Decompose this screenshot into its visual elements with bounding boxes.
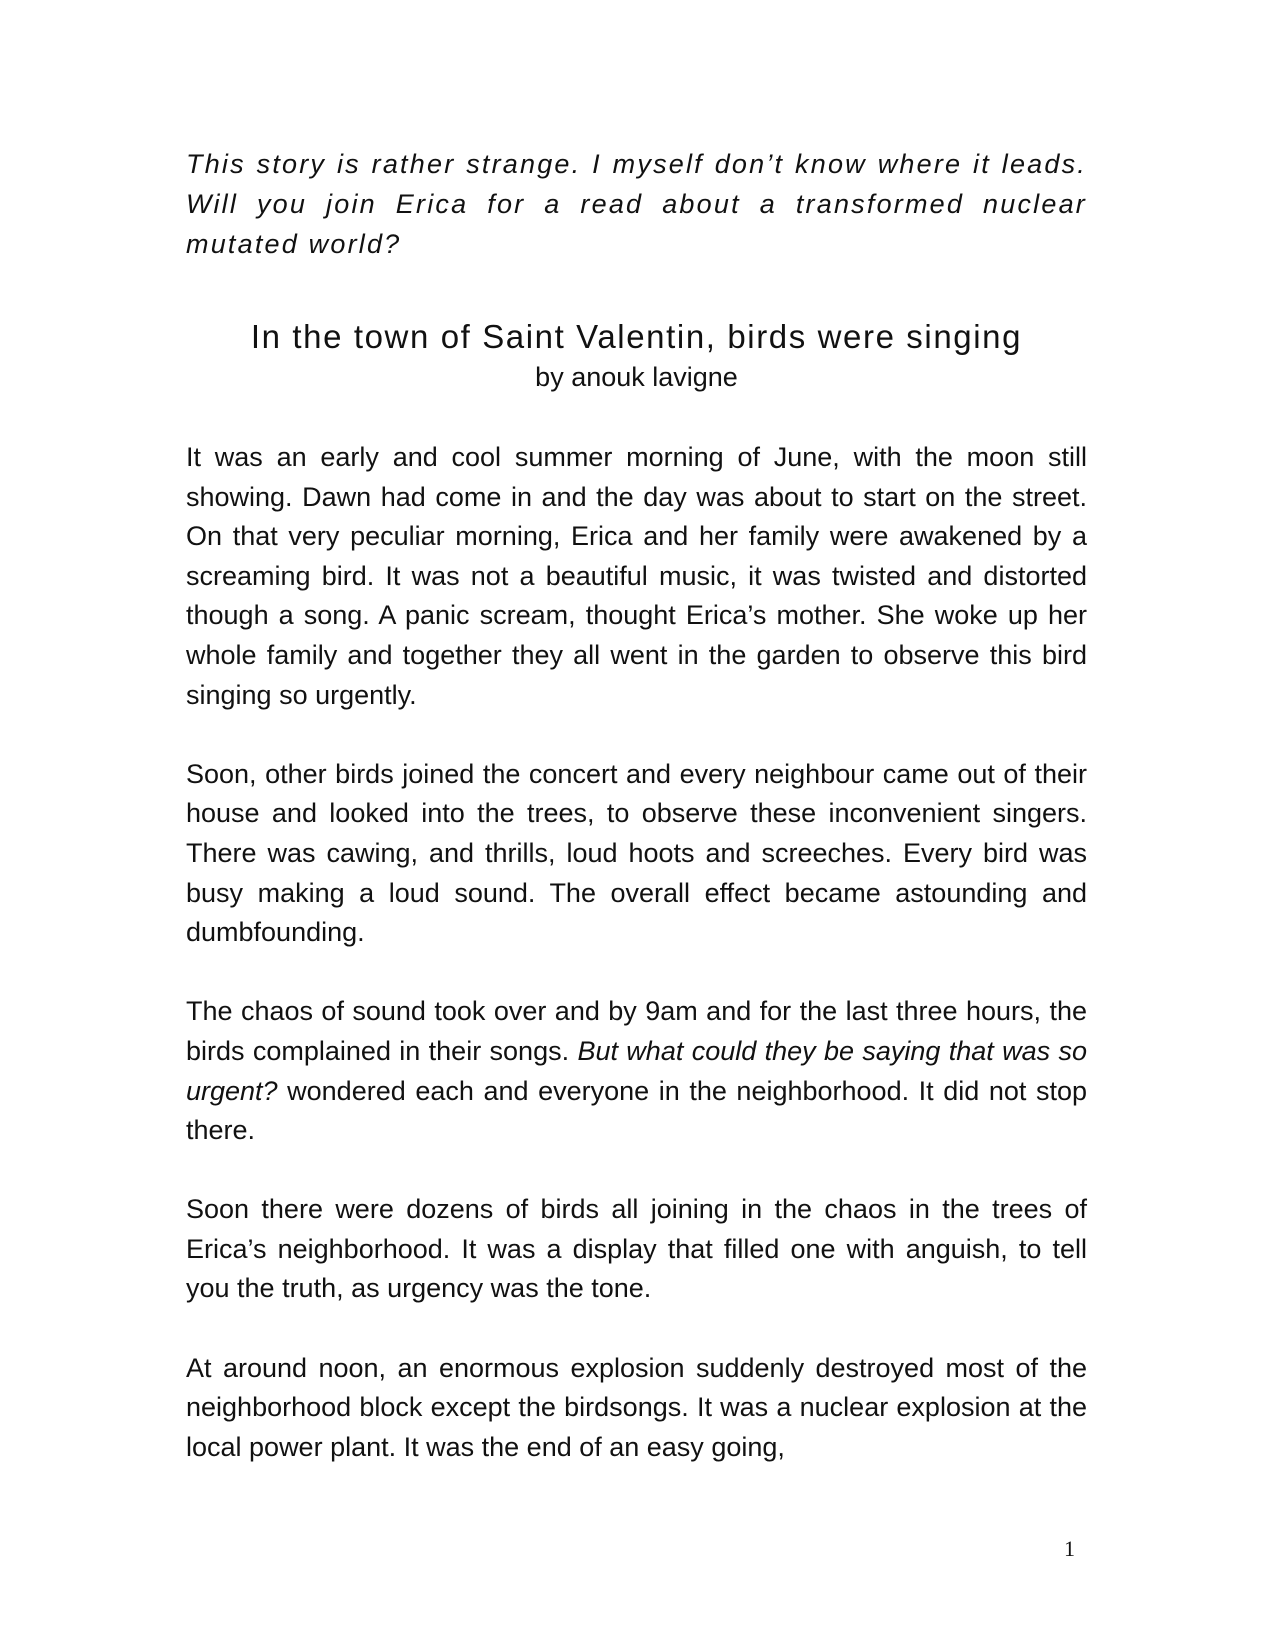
paragraph-4: Soon there were dozens of birds all joining in the chaos in the trees of Erica’s neighborhood. It was a display that filled one with anguish, to tell you the truth, as urgency was the tone. [186, 1194, 1087, 1304]
paragraph-3-italic-question: But what could they be saying that was so urgent? [186, 1035, 1088, 1106]
paragraph-1: It was an early and cool summer morning of June, with the moon still showing. Dawn had come in and the day was about to start on the street. On that very peculiar morning, Erica and her family were awakened by a screaming bird. It was not a beautiful music, it was twisted and distorted though a song. A panic scream, thought Erica’s mother. She woke up her whole family and together they all went in the garden to observe this bird singing so urgently. [186, 442, 1087, 710]
page-number: 1 [1064, 1536, 1075, 1561]
paragraph-3 [186, 992, 1087, 1150]
paragraph-3-text-start: The chaos of sound took over and by 9am and for the last three hours, the birds complained in their songs. [186, 996, 1087, 1066]
paragraph-2: Soon, other birds joined the concert and every neighbour came out of their house and looked into the trees, to observe these inconvenient singers. There was cawing, and thrills, loud hoots and screeches. Every bird was busy making a loud sound. The overall effect became astounding and dumbfounding. [186, 758, 1087, 948]
document-page [186, 144, 1087, 1507]
author-byline: by anouk lavigne [535, 362, 738, 392]
story-body [186, 438, 1087, 1467]
intro-text: This story is rather strange. I myself don’t know where it leads. Will you join Erica for a read about a transformed nuclear mutated world? [186, 149, 1087, 259]
story-title: In the town of Saint Valentin, birds were singing [250, 318, 1023, 355]
paragraph-5: At around noon, an enormous explosion suddenly destroyed most of the neighborhood block except the birdsongs. It was a nuclear explosion at the local power plant. It was the end of an easy going, [186, 1352, 1087, 1462]
paragraph-3-text-end: wondered each and everyone in the neighborhood. It did not stop there. [186, 1075, 1087, 1146]
